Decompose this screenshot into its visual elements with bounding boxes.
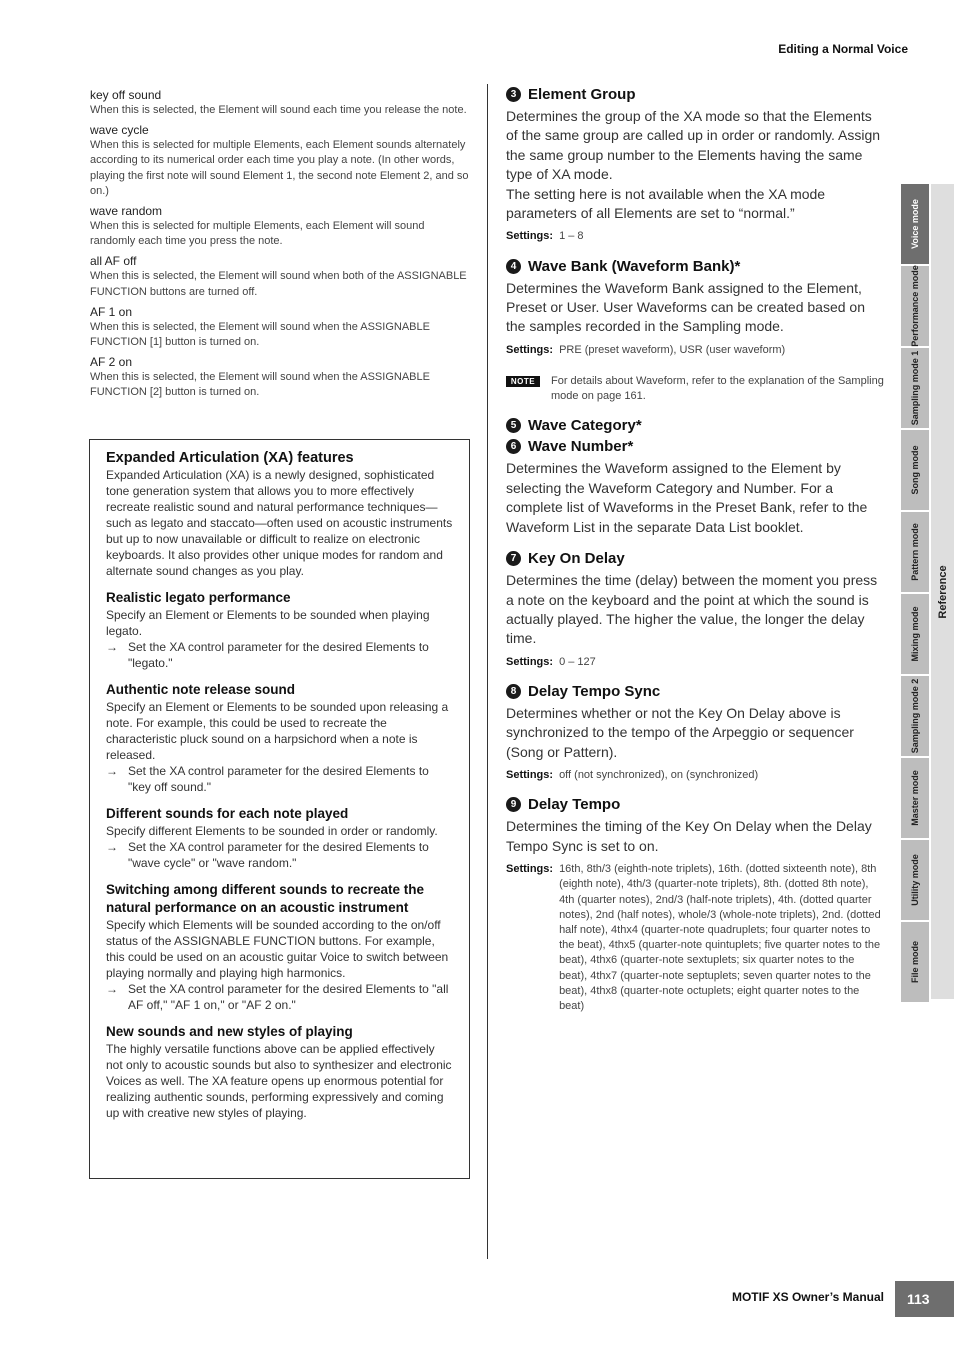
param-settings bbox=[506, 229, 884, 244]
xa-instruction-text: Set the XA control parameter for the desired Elements to "key off sound." bbox=[128, 764, 429, 794]
footer-manual-title: MOTIF XS Owner’s Manual bbox=[731, 1290, 884, 1304]
param-settings bbox=[506, 862, 884, 1014]
xa-text-release: Specify an Element or Elements to be sounded upon releasing a note. For example, this could be used to recreate the characteristic pluck sound on a harpsichord when a note is released. bbox=[106, 700, 449, 762]
xa-box-title: Expanded Articulation (XA) features bbox=[106, 450, 354, 466]
param-text: Determines the timing of the Key On Delay when the Delay Tempo Sync is set to on. bbox=[506, 818, 872, 854]
option-desc: When this is selected, the Element will sound when the ASSIGNABLE FUNCTION [1] button is turned on. bbox=[90, 320, 430, 349]
option-af2-on bbox=[90, 354, 470, 400]
option-key-off-sound bbox=[90, 87, 470, 118]
tab-label: Utility mode bbox=[910, 854, 920, 906]
param-text: Determines whether or not the Key On Delay above is synchronized to the tempo of the Arpeggio or sequencer (Song or Pattern). bbox=[506, 704, 854, 760]
number-4-icon: 4 bbox=[506, 259, 521, 274]
arrow-icon: → bbox=[106, 982, 118, 996]
param-element-group bbox=[506, 86, 884, 245]
param-settings bbox=[506, 768, 884, 783]
param-key-on-delay bbox=[506, 550, 884, 670]
settings-label: Settings: bbox=[506, 230, 554, 243]
option-all-af-off bbox=[90, 253, 470, 299]
parameters-column bbox=[506, 86, 884, 1027]
xa-text-switching: Specify which Elements will be sounded according to the on/off status of the ASSIGNABLE FUNCTION buttons. For example, this could be used on an acoustic guitar Voice to switch between playing normally and playing high harmonics. bbox=[106, 918, 449, 980]
tab-label: Sampling mode 2 bbox=[910, 678, 920, 754]
xa-instruction-text: Set the XA control parameter for the desired Elements to "wave cycle" or "wave random." bbox=[128, 840, 429, 870]
option-name: wave cycle bbox=[90, 123, 149, 138]
param-title: Wave Bank (Waveform Bank)* bbox=[528, 257, 741, 275]
tab-label: Song mode bbox=[910, 445, 920, 495]
settings-label: Settings: bbox=[506, 769, 554, 782]
note-text: For details about Waveform, refer to the explanation of the Sampling mode on page 161. bbox=[551, 375, 884, 403]
option-desc: When this is selected, the Element will sound each time you release the note. bbox=[90, 104, 467, 116]
option-desc: When this is selected for multiple Elements, each Element will sound randomly each time you press the note. bbox=[90, 220, 425, 248]
number-6-icon: 6 bbox=[506, 439, 521, 454]
tab-sampling-mode-2[interactable] bbox=[901, 676, 929, 756]
tab-song-mode[interactable] bbox=[901, 430, 929, 510]
tab-label: Sampling mode 1 bbox=[910, 350, 920, 426]
xa-instruction-text: Set the XA control parameter for the desired Elements to "all AF off," "AF 1 on," or "AF 2 on." bbox=[128, 982, 449, 1012]
number-7-icon: 7 bbox=[506, 551, 521, 566]
settings-label: Settings: bbox=[506, 343, 554, 356]
param-title: Wave Category* bbox=[528, 417, 642, 435]
option-name: key off sound bbox=[90, 88, 162, 102]
tab-mixing-mode[interactable] bbox=[901, 594, 929, 674]
number-5-icon: 5 bbox=[506, 418, 521, 433]
tab-label: Voice mode bbox=[910, 199, 920, 249]
tab-utility-mode[interactable] bbox=[901, 840, 929, 920]
param-title: Wave Number* bbox=[528, 438, 634, 456]
param-wave-bank bbox=[506, 258, 884, 405]
option-af1-on bbox=[90, 304, 470, 350]
tab-master-mode[interactable] bbox=[901, 758, 929, 838]
xa-instruction-legato bbox=[106, 639, 453, 671]
column-divider bbox=[487, 84, 488, 1259]
option-wave-cycle bbox=[90, 122, 470, 199]
param-delay-tempo bbox=[506, 796, 884, 1014]
tab-sampling-mode-1[interactable] bbox=[901, 348, 929, 428]
note-box bbox=[506, 374, 884, 404]
option-desc: When this is selected, the Element will sound when both of the ASSIGNABLE FUNCTION buttons are turned off. bbox=[90, 270, 467, 298]
param-settings bbox=[506, 655, 884, 670]
param-delay-tempo-sync bbox=[506, 683, 884, 783]
xa-heading-new-sounds: New sounds and new styles of playing bbox=[106, 1024, 353, 1039]
arrow-icon: → bbox=[106, 840, 118, 854]
xa-heading-legato: Realistic legato performance bbox=[106, 590, 291, 605]
option-name: AF 1 on bbox=[90, 304, 133, 319]
xa-text-new-sounds: The highly versatile functions above can be applied effectively not only to acoustic sounds but also to synthesizer and electronic Voices as well. The XA feature opens up enormous potential for realizing authentic sounds, performing expressively and coming up with creative new styles of playing. bbox=[106, 1042, 452, 1120]
xa-intro: Expanded Articulation (XA) is a newly designed, sophisticated tone generation system that allows you to more effectively recreate realistic sound and natural performance techniques—such as legato and staccato—often used on acoustic instruments but up to now unavailable or difficult to realize on electronic keyboards. It also provides other unique modes for random and alternate sound changes as you play. bbox=[106, 468, 453, 578]
option-desc: When this is selected for multiple Elements, each Element sounds alternately according to its numerical order each time you play a note. (In other words, playing the first note will sound Element 1, the second note Element 2, and so on.) bbox=[90, 139, 469, 197]
tab-label: Pattern mode bbox=[910, 523, 920, 581]
arrow-icon: → bbox=[106, 764, 118, 778]
xa-instruction-switching bbox=[106, 981, 453, 1013]
settings-value: off (not synchronized), on (synchronized) bbox=[559, 769, 759, 782]
param-title: Key On Delay bbox=[528, 550, 625, 568]
note-icon: NOTE bbox=[506, 376, 540, 387]
reference-label: Reference bbox=[936, 564, 949, 619]
param-text: Determines the Waveform Bank assigned to the Element, Preset or User. User Waveforms can be created based on the samples recorded in the Sampling mode. bbox=[506, 279, 865, 335]
tab-voice-mode[interactable] bbox=[901, 184, 929, 264]
param-settings bbox=[506, 343, 884, 358]
param-title: Delay Tempo Sync bbox=[528, 682, 661, 700]
tab-label: File mode bbox=[910, 940, 920, 984]
running-header: Editing a Normal Voice bbox=[778, 42, 908, 56]
xa-heading-different: Different sounds for each note played bbox=[106, 806, 349, 821]
option-wave-random bbox=[90, 203, 470, 249]
option-name: wave random bbox=[90, 204, 163, 219]
xa-heading-switching: Switching among different sounds to recreate the natural performance on an acoustic instrument bbox=[106, 882, 425, 915]
tab-performance-mode[interactable] bbox=[901, 266, 929, 346]
xa-instruction-text: Set the XA control parameter for the desired Elements to "legato." bbox=[128, 640, 429, 670]
options-list bbox=[90, 87, 470, 405]
settings-value: 0 – 127 bbox=[559, 655, 596, 668]
settings-value: PRE (preset waveform), USR (user waveform) bbox=[559, 343, 786, 356]
param-text: The setting here is not available when the XA mode parameters of all Elements are set to “normal.” bbox=[506, 185, 826, 222]
option-desc: When this is selected, the Element will sound when the ASSIGNABLE FUNCTION [2] button is turned on. bbox=[90, 371, 430, 399]
settings-label: Settings: bbox=[506, 655, 554, 668]
param-wave-category-number bbox=[506, 417, 884, 537]
xa-instruction-different bbox=[106, 839, 453, 871]
param-title: Delay Tempo bbox=[528, 796, 621, 814]
option-name: all AF off bbox=[90, 254, 137, 269]
tab-label: Performance mode bbox=[910, 265, 920, 347]
settings-value: 16th, 8th/3 (eighth-note triplets), 16th. (dotted sixteenth note), 8th (eighth note), 4th/3 (quarter-note triplets), 8th. (dotted 8th note), 4th (quarter notes), 2nd/3 (half-note triplets), 4th. (dotted quarter notes), 2nd (half notes), whole/3 (whole-note triplets), 2nd. (dotted half note), 4thx4 (quarter-note quadruplets; four quarter notes to the beat), 4thx5 (quarter-note quintuplets; five quarter notes to the beat), 4thx6 (quarter-note sextuplets; six quarter notes to the beat), 4thx7 (quarter-note septuplets; seven quarter notes to the beat), 4thx8 (quarter-note octuplets; eight quarter notes to the beat) bbox=[559, 863, 881, 1012]
xa-instruction-release bbox=[106, 763, 453, 795]
xa-features-box bbox=[89, 439, 470, 1179]
param-text: Determines the group of the XA mode so that the Elements of the same group are called up in order or randomly. Assign the same group number to the Elements having the same type of XA mode. bbox=[506, 108, 881, 183]
tab-label: Mixing mode bbox=[910, 606, 920, 662]
xa-heading-release: Authentic note release sound bbox=[106, 682, 296, 697]
option-name: AF 2 on bbox=[90, 355, 133, 370]
param-title: Element Group bbox=[528, 86, 636, 103]
param-text: Determines the time (delay) between the moment you press a note on the keyboard and the point at which the sound is actually played. The higher the value, the longer the delay time. bbox=[506, 572, 878, 647]
tab-label: Master mode bbox=[910, 770, 920, 826]
param-text: Determines the Waveform assigned to the Element by selecting the Waveform Category and Number. For a complete list of Waveforms in the Preset Bank, refer to the Waveform List in the separate Data List booklet. bbox=[506, 460, 868, 535]
reference-strip bbox=[931, 184, 954, 999]
xa-text-legato: Specify an Element or Elements to be sounded when playing legato. bbox=[106, 608, 430, 638]
tab-pattern-mode[interactable] bbox=[901, 512, 929, 592]
arrow-icon: → bbox=[106, 640, 118, 654]
number-8-icon: 8 bbox=[506, 684, 521, 699]
settings-value: 1 – 8 bbox=[559, 230, 584, 243]
number-9-icon: 9 bbox=[506, 797, 521, 812]
settings-label: Settings: bbox=[506, 863, 554, 876]
number-3-icon: 3 bbox=[506, 87, 521, 102]
tab-file-mode[interactable] bbox=[901, 922, 929, 1002]
xa-text-different: Specify different Elements to be sounded in order or randomly. bbox=[106, 824, 438, 838]
mode-tabs bbox=[901, 184, 929, 1004]
page-number: 113 bbox=[895, 1281, 954, 1317]
